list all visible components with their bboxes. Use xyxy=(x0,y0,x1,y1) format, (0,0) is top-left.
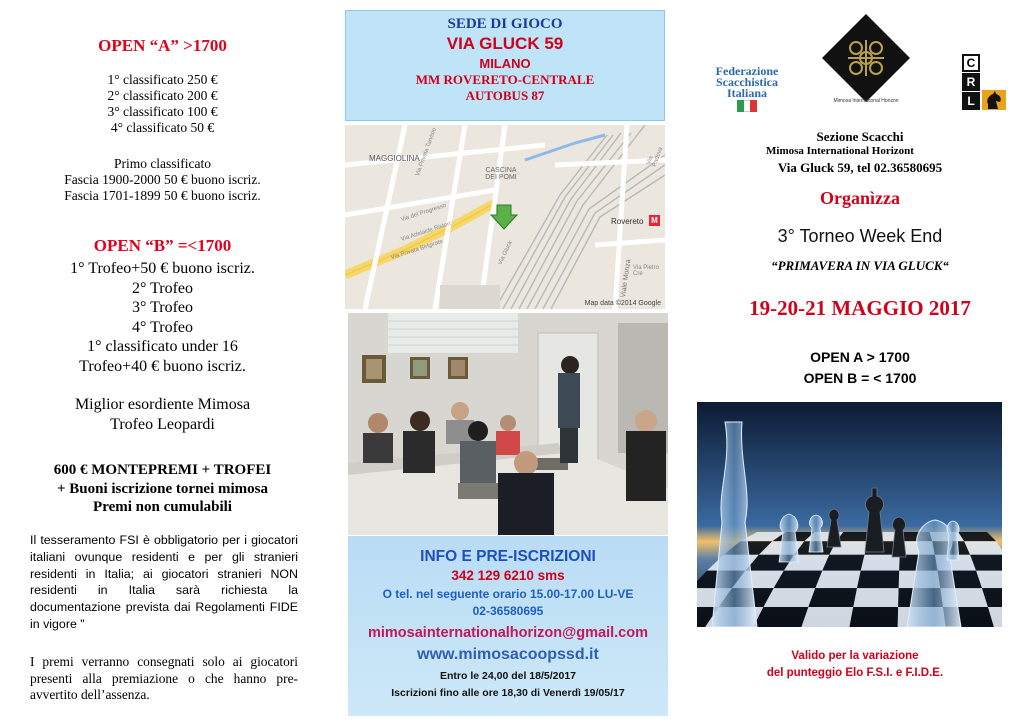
map-label-belgirate: Via Privata Belgirate xyxy=(390,238,444,262)
mimosa-name: Mimosa International Horizont xyxy=(766,145,914,157)
premi-note: I premi verranno consegnati solo ai giocatori presenti alla premiazione o che hanno pre-avvertito dell’assenza. xyxy=(30,654,298,702)
esordiente xyxy=(20,395,305,434)
mimosa-logo-text: Mimosa International Horizon xyxy=(833,98,899,104)
prize-line: 1° classificato 250 € xyxy=(107,72,218,87)
map-label-ristori: Via Adelaide Ristori xyxy=(400,221,452,243)
montepremi xyxy=(20,461,305,517)
map-label-tarvisio: Via Privata Tarvisio xyxy=(415,127,439,178)
knight-icon xyxy=(982,90,1006,110)
primo-classificato xyxy=(20,156,305,204)
prize-line: 3° Trofeo xyxy=(131,299,194,316)
prize-line: 2° classificato 200 € xyxy=(107,88,218,103)
email-link[interactable]: mimosainternationalhorizon@gmail.com xyxy=(367,625,648,641)
prize-line: 3° classificato 100 € xyxy=(107,104,218,119)
open-b-title: OPEN “B” =<1700 xyxy=(93,236,232,255)
torneo-title: 3° Torneo Week End xyxy=(777,226,943,246)
entro-line: Entro le 24,00 del 18/5/2017 xyxy=(440,670,576,682)
open-b-category: OPEN B = < 1700 xyxy=(803,370,917,386)
primo-line: Fascia 1900-2000 50 € buono iscriz. xyxy=(64,172,261,187)
sede-bus: AUTOBUS 87 xyxy=(465,88,545,103)
montepremi-line: Premi non cumulabili xyxy=(93,499,232,515)
map-label-padova: Via Padova xyxy=(646,146,665,168)
mimosa-logo xyxy=(818,12,914,108)
sede-city: MILANO xyxy=(479,56,531,71)
prize-line: 4° classificato 50 € xyxy=(110,120,215,135)
torneo-subtitle: “PRIMAVERA IN VIA GLUCK“ xyxy=(771,258,949,273)
info-title: INFO E PRE-ISCRIZIONI xyxy=(420,548,596,565)
valido-note xyxy=(720,648,990,682)
mimosa-logo-icon xyxy=(818,12,914,108)
photo-graphic xyxy=(348,313,668,535)
chess-image xyxy=(697,402,1002,627)
location-map[interactable] xyxy=(345,125,665,309)
esordiente-line: Miglior esordiente Mimosa xyxy=(74,396,251,413)
info-box xyxy=(348,536,668,716)
prize-line: Trofeo+40 € buono iscriz. xyxy=(79,357,246,375)
sezione-scacchi: Sezione Scacchi xyxy=(816,129,904,144)
italian-flag-icon xyxy=(737,100,757,112)
prize-line: 4° Trofeo xyxy=(131,318,194,336)
fsi-logo-line: Italiana xyxy=(726,86,767,100)
open-a-title: OPEN “A” >1700 xyxy=(98,36,227,55)
sede-street: VIA GLUCK 59 xyxy=(446,34,564,53)
chess-image-graphic xyxy=(697,402,1002,627)
info-sms: 342 129 6210 sms xyxy=(451,568,565,583)
organizza: Organìzza xyxy=(820,188,900,208)
sede-metro: MM ROVERETO-CENTRALE xyxy=(415,72,595,87)
primo-line: Fascia 1701-1899 50 € buono iscriz. xyxy=(64,188,261,203)
metro-badge: M xyxy=(649,215,660,226)
prize-line: 1° Trofeo+50 € buono iscriz. xyxy=(70,260,255,277)
primo-title: Primo classificato xyxy=(113,156,212,171)
tournament-dates: 19-20-21 MAGGIO 2017 xyxy=(749,296,971,320)
address: Via Gluck 59, tel 02.36580695 xyxy=(777,160,943,175)
crl-letter: R xyxy=(962,73,980,91)
map-label-rovereto: Rovereto xyxy=(611,217,644,226)
valido-line: Valido per la variazione xyxy=(791,650,919,662)
tesseramento-note: Il tesseramento FSI è obbligatorio per i giocatori italiani ovunque residenti e per gli stranieri residenti in Italia; ai giocatori stranieri NON residenti in Italia sarà richiesta la documentazione prevista dai Regolamenti FIDE in vigore " xyxy=(30,533,298,631)
prize-line: 2° Trofeo xyxy=(131,279,194,297)
info-tel-num: 02-36580695 xyxy=(472,604,544,618)
map-label-monza: Viale Monza xyxy=(620,258,633,299)
sede-box xyxy=(345,10,665,121)
left-column xyxy=(20,0,305,724)
map-label-cascina: CASCINA DEI POMI xyxy=(485,167,517,181)
iscrizioni-line: Iscrizioni fino alle ore 18,30 di Venerdì 19/05/17 xyxy=(391,687,625,699)
crl-logo xyxy=(962,54,1006,112)
info-tel-line: O tel. nel seguente orario 15.00-17.00 LU-VE xyxy=(382,587,634,601)
fsi-logo xyxy=(708,66,786,112)
map-label-pietro: Via Pietro Cre xyxy=(633,265,659,277)
open-b-prizes xyxy=(20,259,305,376)
montepremi-line: 600 € MONTEPREMI + TROFEI xyxy=(53,462,272,478)
map-label-gluck: Via Gluck xyxy=(497,240,514,266)
map-credit: Map data ©2014 Google xyxy=(584,300,661,307)
fsi-logo-line: Federazione xyxy=(715,64,779,78)
website-link[interactable]: www.mimosacoopssd.it xyxy=(417,646,599,663)
map-label-progresso: Via del Progresso xyxy=(400,202,448,224)
crl-letter: L xyxy=(962,92,980,110)
sede-title: SEDE DI GIOCO xyxy=(447,16,563,32)
open-a-category: OPEN A > 1700 xyxy=(810,349,910,365)
montepremi-line: + Buoni iscrizione tornei mimosa xyxy=(56,480,269,497)
esordiente-line: Trofeo Leopardi xyxy=(110,415,215,433)
map-label-maggiolina: MAGGIOLINA xyxy=(369,154,420,163)
crl-letter: C xyxy=(962,54,980,72)
prize-line: 1° classificato under 16 xyxy=(87,338,238,355)
valido-line: del punteggio Elo F.S.I. e F.I.D.E. xyxy=(766,667,944,679)
open-a-prizes xyxy=(20,72,305,136)
tournament-photo xyxy=(348,313,668,535)
fsi-logo-line: Scacchistica xyxy=(716,75,778,89)
